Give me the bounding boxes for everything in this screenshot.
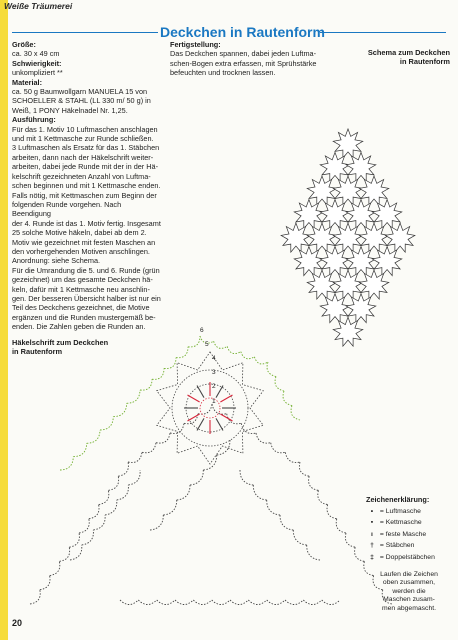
- chart-stitch: [187, 414, 199, 421]
- legend-note-line: oben zusammen,: [382, 579, 436, 587]
- chart-round-number: 5: [205, 341, 209, 348]
- instruction-line: Für die Umrandung die 5. und 6. Runde (grün: [12, 265, 160, 275]
- legend-item: [366, 517, 452, 529]
- section-label: Weiße Träumerei: [4, 1, 73, 11]
- chart-green-arch: [254, 357, 268, 364]
- chart-chain-arch: [256, 433, 271, 443]
- instruction-line: schen beginnen und mit 1 Kettmasche enden.: [12, 181, 161, 191]
- chart-green-arch: [113, 403, 126, 416]
- legend-note: [366, 571, 452, 613]
- chart-round-ring: [200, 398, 220, 418]
- instruction-line: Teil des Deckchens gezeichnet, die Motive: [12, 303, 150, 313]
- legend-note-line: men abgemascht.: [381, 604, 437, 612]
- size-heading: Größe:: [12, 40, 36, 49]
- crochet-chart-title-line: in Rautenform: [12, 347, 63, 356]
- schema-motif: [294, 247, 324, 276]
- schema-motif: [346, 200, 376, 229]
- finish-line: schen-Bogen extra erfassen, mit Sprühstärke: [170, 58, 317, 68]
- chart-chain-arch: [248, 600, 266, 605]
- instruction-line: gen. Der besseren Übersicht halber ist nur ein: [12, 293, 161, 303]
- schema-motif: [385, 223, 415, 252]
- legend-label: = Doppelstäbchen: [378, 553, 435, 561]
- instruction-line: arbeiten, dann nach der Häkelschrift weiter-: [12, 152, 154, 162]
- legend-symbol-icon: †: [370, 542, 374, 549]
- chart-chain-arch: [240, 470, 253, 485]
- page-title: Deckchen in Rautenform: [160, 24, 325, 40]
- schema-motif: [372, 200, 402, 229]
- schema-motif: [333, 129, 363, 158]
- chart-chain-arch: [50, 561, 60, 575]
- chart-green-arch: [188, 336, 200, 347]
- legend-item: [366, 540, 452, 552]
- chart-green-arch: [214, 341, 228, 348]
- instruction-line: arbeiten, dabei jede Runde mit der in der Hä-: [12, 162, 159, 172]
- instructions-heading: Ausführung:: [12, 115, 56, 125]
- chart-chain-arch: [142, 443, 156, 453]
- chart-green-arch: [283, 391, 292, 406]
- chart-stitch: [216, 385, 223, 397]
- chart-chain-arch: [138, 600, 156, 605]
- legend-note-line: werden die: [392, 587, 426, 595]
- instruction-line: Falls nötig, mit Kettmaschen zum Beginn der: [12, 190, 157, 200]
- schema-motif: [359, 176, 389, 205]
- instruction-line: enden. Die Zahlen geben die Runden an.: [12, 322, 146, 332]
- legend: [366, 494, 452, 613]
- chart-chain-arch: [69, 533, 79, 547]
- legend-note-line: Laufen die Zeichen: [380, 571, 438, 578]
- chart-chain-arch: [345, 533, 355, 547]
- chart-green-arch: [241, 352, 255, 359]
- chart-chain-arch: [217, 440, 230, 455]
- chart-green-arch: [176, 347, 188, 358]
- instruction-line: 3 Luftmaschen als Ersatz für das 1. Stäbchen: [12, 143, 160, 153]
- legend-symbol-icon: ‡: [370, 553, 374, 561]
- material-line: ca. 50 g Baumwollgarn MANUELA 15 von: [12, 87, 148, 97]
- chart-stitch: [187, 395, 199, 402]
- chart-chain-arch: [285, 452, 300, 462]
- instruction-line: folgenden Runde vorgehen. Nach Beendigung: [12, 199, 122, 219]
- finish-line: befeuchten und trocknen lassen.: [170, 68, 276, 78]
- schema-motif: [294, 200, 324, 229]
- chart-chain-arch: [108, 476, 118, 490]
- chart-chain-arch: [307, 545, 320, 560]
- legend-item: [366, 506, 452, 518]
- legend-items: [366, 506, 452, 564]
- chart-green-arch: [100, 417, 113, 430]
- chart-chain-arch: [327, 505, 337, 519]
- size-value: ca. 30 x 49 cm: [12, 49, 60, 59]
- chart-chain-arch: [303, 600, 321, 605]
- chart-chain-arch: [163, 500, 176, 515]
- legend-symbol-icon: ı: [371, 530, 373, 538]
- chart-chain-arch: [318, 490, 328, 504]
- chart-stitch: [220, 395, 232, 402]
- chart-green-arch: [73, 443, 86, 456]
- chart-chain-arch: [253, 485, 266, 500]
- schema-title-line: Schema zum Deckchen: [367, 48, 450, 57]
- chart-green-arch: [140, 379, 152, 390]
- instruction-line: Motiv wie gezeichnet mit festen Maschen an: [12, 237, 156, 247]
- schema-motif: [333, 317, 363, 346]
- chart-chain-arch: [150, 515, 163, 530]
- page-number: 20: [12, 618, 23, 628]
- schema-motif: [372, 247, 402, 276]
- chart-chain-arch: [128, 470, 140, 485]
- schema-motif: [281, 223, 311, 252]
- schema-motif: [346, 294, 376, 323]
- chart-chain-arch: [105, 500, 117, 515]
- legend-heading: Zeichenerklärung:: [366, 495, 430, 504]
- chart-chain-arch: [177, 485, 190, 500]
- instruction-line: den vorhergehenden Motiven anschlingen.: [12, 246, 150, 256]
- chart-green-arch: [152, 368, 164, 379]
- chart-chain-arch: [82, 530, 94, 545]
- schema-motif: [346, 152, 376, 181]
- chart-chain-arch: [118, 462, 128, 476]
- chart-green-arch: [291, 406, 300, 421]
- chart-chain-arch: [190, 470, 203, 485]
- chart-round-number: 4: [212, 355, 216, 362]
- chart-stitch: [197, 418, 204, 430]
- material-line: SCHOELLER & STAHL (LL 330 m/ 50 g) in: [12, 96, 151, 106]
- chart-chain-arch: [70, 545, 82, 560]
- chart-green-arch: [164, 358, 176, 369]
- chart-chain-arch: [285, 600, 303, 605]
- chart-chain-arch: [117, 485, 129, 500]
- finish-heading: Fertigstellung:: [170, 40, 221, 49]
- chart-stitch: [220, 414, 232, 421]
- chart-motif-outline: [157, 352, 264, 464]
- schema-motif: [307, 176, 337, 205]
- schema-motif: [320, 152, 350, 181]
- legend-note-line: Maschen zusam-: [383, 596, 435, 604]
- chart-chain-arch: [322, 600, 340, 605]
- chart-chain-arch: [120, 600, 138, 605]
- chart-chain-arch: [336, 519, 346, 533]
- chart-chain-arch: [157, 600, 175, 605]
- chart-green-arch: [275, 377, 284, 392]
- schema-motif: [307, 223, 337, 252]
- chart-chain-arch: [267, 600, 285, 605]
- chart-green-arch: [267, 362, 276, 377]
- schema-motif: [333, 176, 363, 205]
- chart-chain-arch: [128, 452, 142, 462]
- chart-chain-arch: [280, 515, 293, 530]
- chart-green-arch: [60, 457, 73, 470]
- chart-round-number: 2: [212, 383, 216, 390]
- chart-round-number: 1: [212, 398, 216, 405]
- schema-motif: [320, 294, 350, 323]
- legend-item: [366, 552, 452, 564]
- legend-label: = Kettmasche: [378, 519, 422, 526]
- chart-chain-arch: [212, 600, 230, 605]
- schema-motif: [333, 223, 363, 252]
- schema-motif: [359, 223, 389, 252]
- chart-chain-arch: [79, 519, 89, 533]
- chart-chain-arch: [271, 443, 286, 453]
- legend-symbol-icon: ▪: [370, 519, 374, 526]
- schema-motif: [346, 247, 376, 276]
- material-heading: Material:: [12, 77, 43, 87]
- chart-chain-arch: [40, 576, 50, 590]
- chart-stitch: [197, 385, 204, 397]
- schema-motif: [320, 247, 350, 276]
- instruction-line: der 4. Runde ist das 1. Motiv fertig. Insgesamt: [12, 218, 161, 228]
- instruction-line: ergänzen und die Runden mustergemäß be-: [12, 312, 156, 322]
- legend-label: = feste Masche: [378, 530, 427, 538]
- chart-chain-arch: [212, 404, 227, 414]
- chart-chain-arch: [170, 423, 184, 433]
- instruction-line: keln, dafür mit 1 Kettmasche neu anschlin-: [12, 284, 150, 294]
- legend-label: = Stäbchen: [378, 542, 415, 549]
- chart-chain-arch: [299, 462, 309, 476]
- finish-line: Das Deckchen spannen, dabei jeden Luftma-: [170, 49, 317, 59]
- chart-chain-arch: [99, 490, 109, 504]
- chart-chain-arch: [59, 547, 69, 561]
- schema-motif: [359, 270, 389, 299]
- legend-item: [366, 529, 452, 541]
- chart-chain-arch: [267, 500, 280, 515]
- schema-title-line: in Rautenform: [399, 57, 450, 66]
- instruction-line: 25 solche Motive häkeln, dabei ab dem 2.: [12, 228, 147, 238]
- material-line: Weiß, 1 PONY Häkelnadel Nr. 1,25.: [12, 105, 128, 115]
- chart-green-arch: [227, 346, 241, 353]
- schema-motif: [333, 270, 363, 299]
- chart-chain-arch: [203, 455, 216, 470]
- chart-chain-arch: [193, 600, 211, 605]
- chart-stitch: [216, 418, 223, 430]
- difficulty-heading: Schwierigkeit:: [12, 58, 62, 68]
- schema-motif: [320, 200, 350, 229]
- chart-chain-arch: [30, 590, 40, 604]
- chart-round-number: 3: [212, 369, 216, 376]
- chart-chain-arch: [93, 515, 105, 530]
- chart-chain-arch: [230, 600, 248, 605]
- difficulty-value: unkompliziert **: [12, 68, 63, 78]
- chart-chain-arch: [175, 600, 193, 605]
- instruction-line: gezeichnet) um das gesamte Deckchen hä-: [12, 275, 153, 285]
- chart-round-ring: [172, 370, 248, 446]
- instruction-line: kelschrift gezeichneten Anzahl von Luftma-: [12, 171, 151, 181]
- chart-round-number: 6: [200, 327, 204, 334]
- legend-symbol-icon: •: [370, 507, 374, 515]
- crochet-chart-title-line: Häkelschrift zum Deckchen: [12, 338, 109, 347]
- chart-green-arch: [87, 430, 100, 443]
- chart-green-arch: [127, 390, 140, 403]
- chart-chain-arch: [89, 505, 99, 519]
- schema-motif: [307, 270, 337, 299]
- instruction-line: Für das 1. Motiv 10 Luftmaschen anschlagen: [12, 124, 158, 134]
- legend-label: = Luftmasche: [378, 507, 421, 515]
- chart-chain-arch: [309, 476, 319, 490]
- chart-chain-arch: [355, 547, 365, 561]
- chart-chain-arch: [293, 530, 306, 545]
- instruction-line: Anordnung: siehe Schema.: [12, 256, 101, 266]
- instruction-line: und mit 1 Kettmasche zur Runde schließen.: [12, 134, 154, 144]
- chart-chain-arch: [156, 433, 170, 443]
